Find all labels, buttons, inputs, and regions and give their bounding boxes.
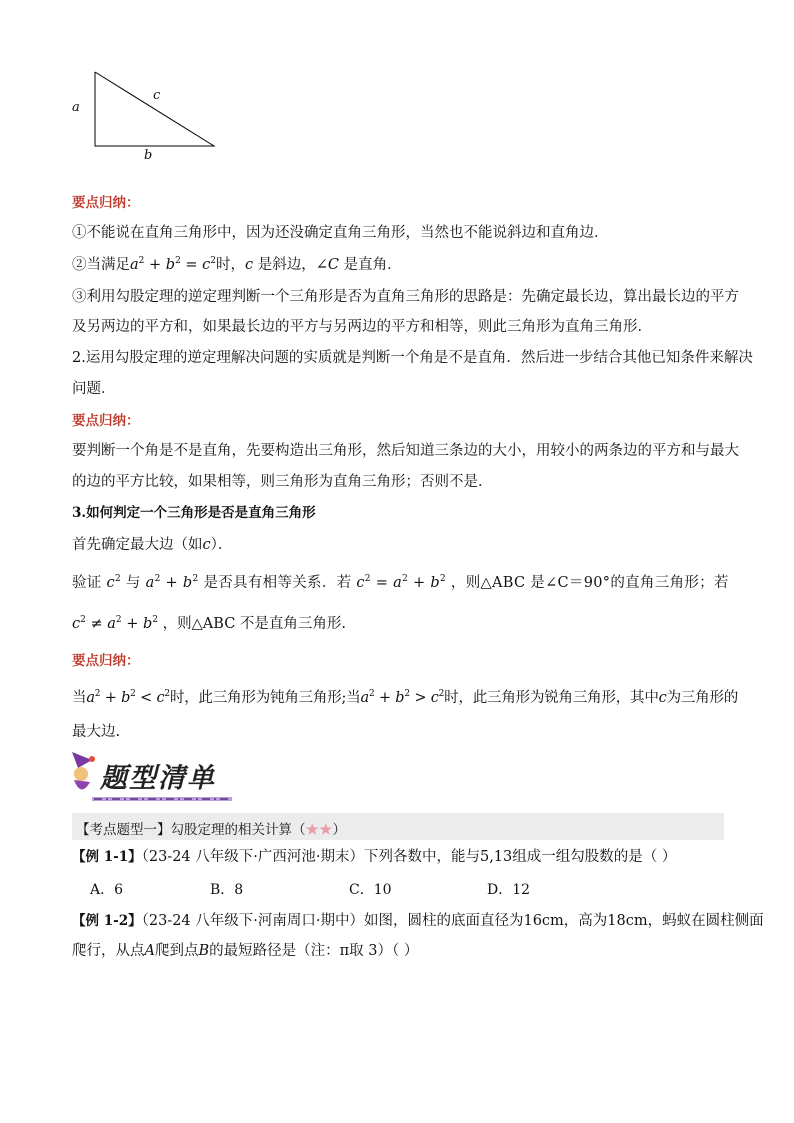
point2-line1: 2.运用勾股定理的逆定理解决问题的实质就是判断一个角是不是直角．然后进一步结合其他已知条件来解决 [72, 350, 753, 366]
summary1-item2: ②当满足$a^2 + b^2 = c^2$时，c 是斜边，∠C 是直角． [72, 256, 402, 273]
example-1-2-line2: 爬行，从点A爬到点B的最短路径是（注：π取 3）（ ） [72, 943, 419, 959]
point3-verify-line2: $c^2 \ne a^2 + b^2$ ，则△ABC 不是直角三角形. [72, 615, 346, 632]
summary2-line1: 要判断一个角是不是直角，先要构造出三角形，然后知道三条边的大小，用较小的两条边的平方和与最大 [72, 443, 739, 459]
option-b[interactable]: B．8 [210, 882, 244, 898]
option-d[interactable]: D．12 [487, 882, 531, 898]
summary1-item1: ①不能说在直角三角形中，因为还没确定直角三角形，当然也不能说斜边和直角边． [72, 225, 609, 241]
summary2-line2: 的边的平方比较，如果相等，则三角形为直角三角形；否则不是． [72, 474, 493, 490]
example-1-1: 【例 1-1】（23-24 八年级下·广西河池·期末）下列各数中，能与5,13组成一组勾股数的是（ ） [72, 849, 677, 865]
example-1-2-line1: 【例 1-2】（23-24 八年级下·河南周口·期中）如图，圆柱的底面直径为16cm，高为18cm，蚂蚁在圆柱侧面 [72, 913, 764, 929]
side-c-label: c [153, 88, 161, 103]
point2-line2: 问题． [72, 381, 116, 397]
option-c[interactable]: C．10 [349, 882, 392, 898]
point3-verify-line1: 验证 $c^2$ 与 $a^2 + b^2$ 是否具有相等关系．若 $c^2 = a^2 + b^2$ ，则△ABC 是∠C＝90°的直角三角形；若 [72, 574, 729, 591]
summary1-item3-line2: 及另两边的平方和，如果最长边的平方与另两边的平方和相等，则此三角形为直角三角形． [72, 319, 652, 335]
side-b-label: b [144, 148, 153, 163]
summary-title-2: 要点归纳： [72, 413, 140, 429]
difficulty-stars: ★★ [305, 822, 333, 838]
summary3-line1: 当$a^2 + b^2 < c^2$时，此三角形为钝角三角形;当$a^2 + b^2 > c^2$时，此三角形为锐角三角形，其中c为三角形的 [72, 689, 739, 706]
summary1-item3-line1: ③利用勾股定理的逆定理判断一个三角形是否为直角三角形的思路是：先确定最长边，算出最长边的平方 [72, 289, 739, 305]
section-header-text: 【考点题型一】勾股定理的相关计算（★★） [76, 822, 346, 838]
side-a-label: a [72, 100, 80, 115]
section-header-bar [72, 813, 724, 840]
section-logo-title: 题型清单 [100, 763, 216, 794]
option-a[interactable]: A．6 [90, 882, 124, 898]
point3-heading: 3.如何判定一个三角形是否是直角三角形 [72, 505, 316, 521]
wizard-icon [66, 750, 102, 800]
summary-title-3: 要点归纳： [72, 653, 140, 669]
point3-step1: 首先确定最大边（如c）． [72, 537, 233, 553]
summary-title-1: 要点归纳： [72, 195, 140, 211]
summary3-line2: 最大边. [72, 724, 121, 740]
logo-underline [92, 795, 232, 803]
